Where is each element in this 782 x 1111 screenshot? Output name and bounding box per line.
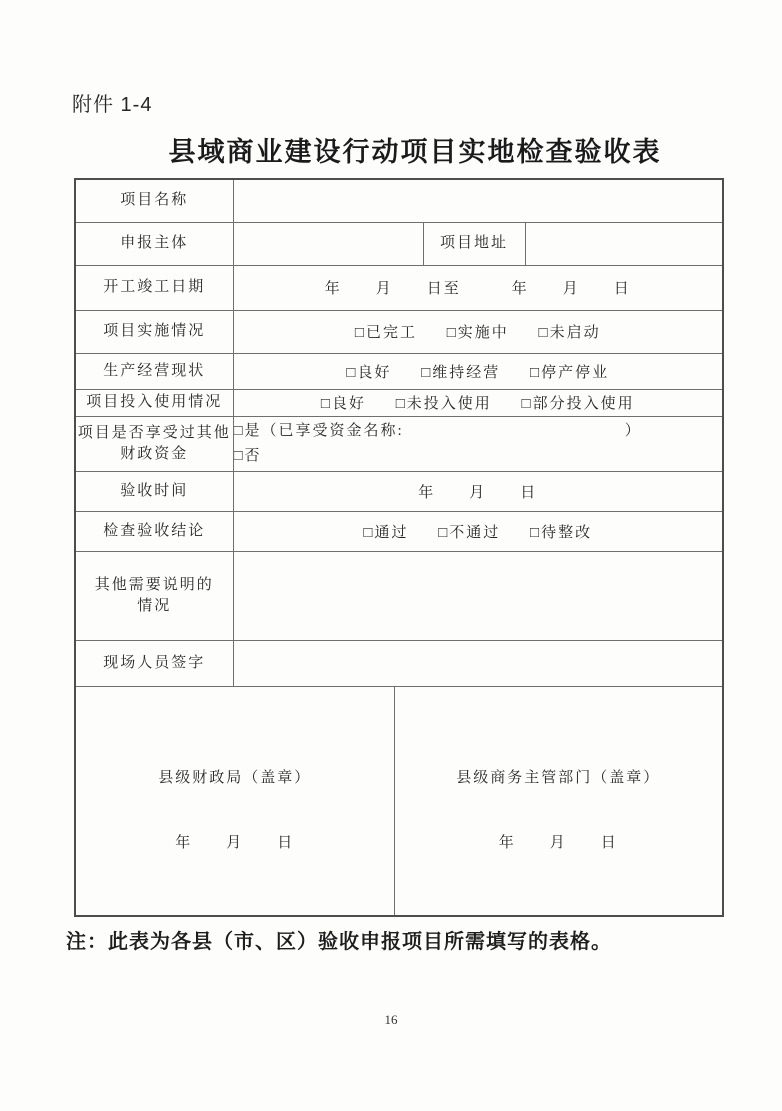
implementation-status-options xyxy=(233,310,723,353)
commerce-stamp-title: 县级商务主管部门（盖章） xyxy=(456,769,661,786)
signature-value-cell xyxy=(233,640,723,686)
project-name-value-cell xyxy=(233,179,723,222)
checkbox-option-partially-in-use: □部分投入使用 xyxy=(521,396,635,412)
checkbox-option-in-progress: □实施中 xyxy=(446,325,509,341)
checkbox-option-usage-good: □良好 xyxy=(320,396,366,412)
attachment-label: 附件 1-4 xyxy=(72,94,153,116)
acceptance-time-value: 年 月 日 xyxy=(233,471,723,511)
commerce-stamp-cell xyxy=(394,686,723,916)
other-funds-options xyxy=(233,416,723,471)
declarant-value-cell xyxy=(233,222,423,265)
project-name-label: 项目名称 xyxy=(75,179,233,222)
acceptance-form-table xyxy=(74,178,724,917)
checkbox-option-maintaining: □维持经营 xyxy=(421,364,501,381)
other-funds-yes-option: □是（已享受资金名称: ） xyxy=(233,422,642,439)
row-declarant xyxy=(75,222,723,265)
operation-status-options xyxy=(233,353,723,389)
row-operation-status xyxy=(75,353,723,389)
footnote: 注：此表为各县（市、区）验收申报项目所需填写的表格。 xyxy=(66,931,612,953)
row-signature xyxy=(75,640,723,686)
checkbox-option-closed: □停产停业 xyxy=(530,364,610,381)
row-other-funds xyxy=(75,416,723,471)
checkbox-option-rectify: □待整改 xyxy=(530,524,593,541)
conclusion-label: 检查验收结论 xyxy=(75,511,233,551)
checkbox-option-fail: □不通过 xyxy=(438,524,501,541)
project-address-label: 项目地址 xyxy=(423,222,525,265)
page-title: 县域商业建设行动项目实地检查验收表 xyxy=(168,137,662,167)
finance-stamp-cell xyxy=(75,686,394,916)
checkbox-option-completed: □已完工 xyxy=(354,325,417,341)
row-usage-status xyxy=(75,389,723,416)
checkbox-option-good: □良好 xyxy=(346,364,392,381)
usage-status-options xyxy=(233,389,723,416)
other-notes-value-cell xyxy=(233,551,723,640)
row-other-notes xyxy=(75,551,723,640)
conclusion-options xyxy=(233,511,723,551)
usage-status-label: 项目投入使用情况 xyxy=(75,389,233,416)
checkbox-option-not-started: □未启动 xyxy=(538,325,601,341)
declarant-label: 申报主体 xyxy=(75,222,233,265)
row-acceptance-time xyxy=(75,471,723,511)
other-funds-label: 项目是否享受过其他财政资金 xyxy=(75,416,233,471)
operation-status-label: 生产经营现状 xyxy=(75,353,233,389)
row-implementation-status xyxy=(75,310,723,353)
finance-stamp-title: 县级财政局（盖章） xyxy=(158,769,312,786)
commerce-stamp-block xyxy=(395,750,723,852)
row-stamps xyxy=(75,686,723,916)
row-conclusion xyxy=(75,511,723,551)
row-construction-dates xyxy=(75,265,723,310)
page-number: 16 xyxy=(384,1012,398,1027)
finance-stamp-block xyxy=(76,750,394,852)
other-funds-no-option: □否 xyxy=(233,447,262,464)
checkbox-option-pass: □通过 xyxy=(363,524,409,541)
commerce-stamp-date: 年 月 日 xyxy=(498,834,618,851)
finance-stamp-date: 年 月 日 xyxy=(175,834,295,851)
construction-dates-value: 年 月 日至 年 月 日 xyxy=(233,265,723,310)
checkbox-option-not-in-use: □未投入使用 xyxy=(395,396,492,412)
other-notes-label: 其他需要说明的情况 xyxy=(75,551,233,640)
construction-dates-label: 开工竣工日期 xyxy=(75,265,233,310)
project-address-value-cell xyxy=(525,222,723,265)
signature-label: 现场人员签字 xyxy=(75,640,233,686)
row-project-name xyxy=(75,179,723,222)
implementation-status-label: 项目实施情况 xyxy=(75,310,233,353)
acceptance-time-label: 验收时间 xyxy=(75,471,233,511)
